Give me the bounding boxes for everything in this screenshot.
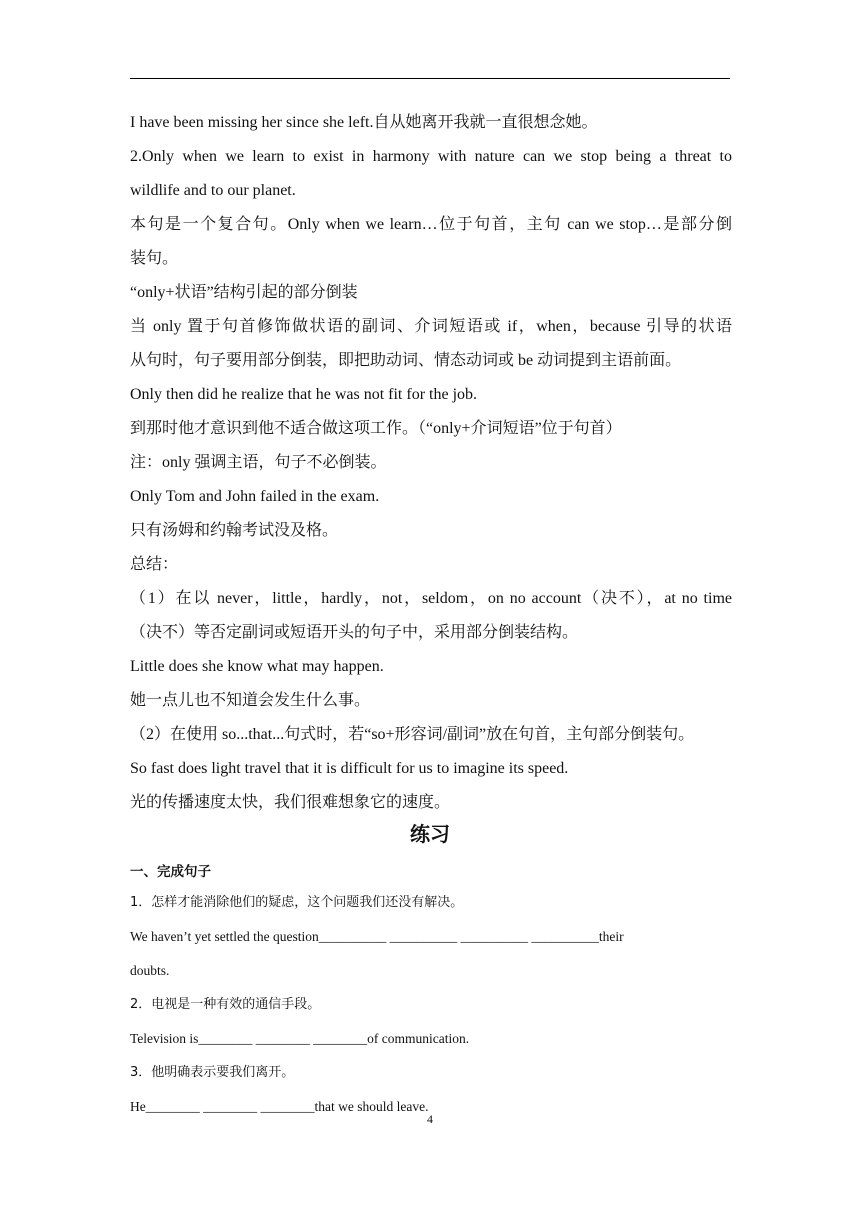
text-line: I have been missing her since she left.自从她离开我就一直很想念她。 [130,114,598,131]
text-line: 光的传播速度太快，我们很难想象它的速度。 [130,794,451,811]
text-line: （决不）等否定副词或短语开头的句子中，采用部分倒装结构。 [130,624,579,641]
text-line: So fast does light travel that it is difficult for us to imagine its speed. [130,760,569,777]
body-text [130,106,732,820]
text-line: 从句时，句子要用部分倒装，即把助动词、情态动词或 be 动词提到主语前面。 [130,352,682,369]
exercise-line: 2．电视是一种有效的通信手段。 [130,997,321,1012]
text-line: 装句。 [130,250,179,267]
text-line: （1）在以 never，little，hardly，not，seldom，on no account（决不），at no time [130,590,732,607]
page-number: 4 [427,1112,433,1126]
exercise-line: 3．他明确表示要我们离开。 [130,1065,295,1080]
text-line: Little does she know what may happen. [130,658,384,675]
exercise-line: He________ ________ ________that we should leave. [130,1099,429,1114]
exercise-heading: 一、完成句子 [130,864,211,880]
exercise-line: We haven’t yet settled the question__________ __________ __________ __________their [130,929,624,944]
text-line: 注：only 强调主语，句子不必倒装。 [130,454,387,471]
text-line: Only then did he realize that he was not fit for the job. [130,386,478,403]
text-line: 本句是一个复合句。Only when we learn…位于句首，主句 can we stop…是部分倒 [130,216,732,233]
text-line: 总结： [130,556,179,573]
text-line: wildlife and to our planet. [130,182,296,199]
text-line: 2.Only when we learn to exist in harmony with nature can we stop being a threat to [130,148,732,165]
header-rule [130,78,730,79]
exercise-title: 练习 [410,822,450,846]
text-line: （2）在使用 so...that...句式时，若“so+形容词/副词”放在句首，主句部分倒装句。 [130,726,695,743]
text-line: 当 only 置于句首修饰做状语的副词、介词短语或 if，when，because 引导的状语 [130,318,732,335]
text-line: “only+状语”结构引起的部分倒装 [130,284,358,301]
text-line: 到那时他才意识到他不适合做这项工作。（“only+介词短语”位于句首） [130,420,622,437]
exercise-line: doubts. [130,963,170,978]
exercise-line: Television is________ ________ ________of communication. [130,1031,470,1046]
text-line: 只有汤姆和约翰考试没及格。 [130,522,339,539]
exercise-line: 1．怎样才能消除他们的疑虑，这个问题我们还没有解决。 [130,895,464,910]
exercise-section [130,858,730,1124]
text-line: 她一点儿也不知道会发生什么事。 [130,692,371,709]
text-line: Only Tom and John failed in the exam. [130,488,380,505]
